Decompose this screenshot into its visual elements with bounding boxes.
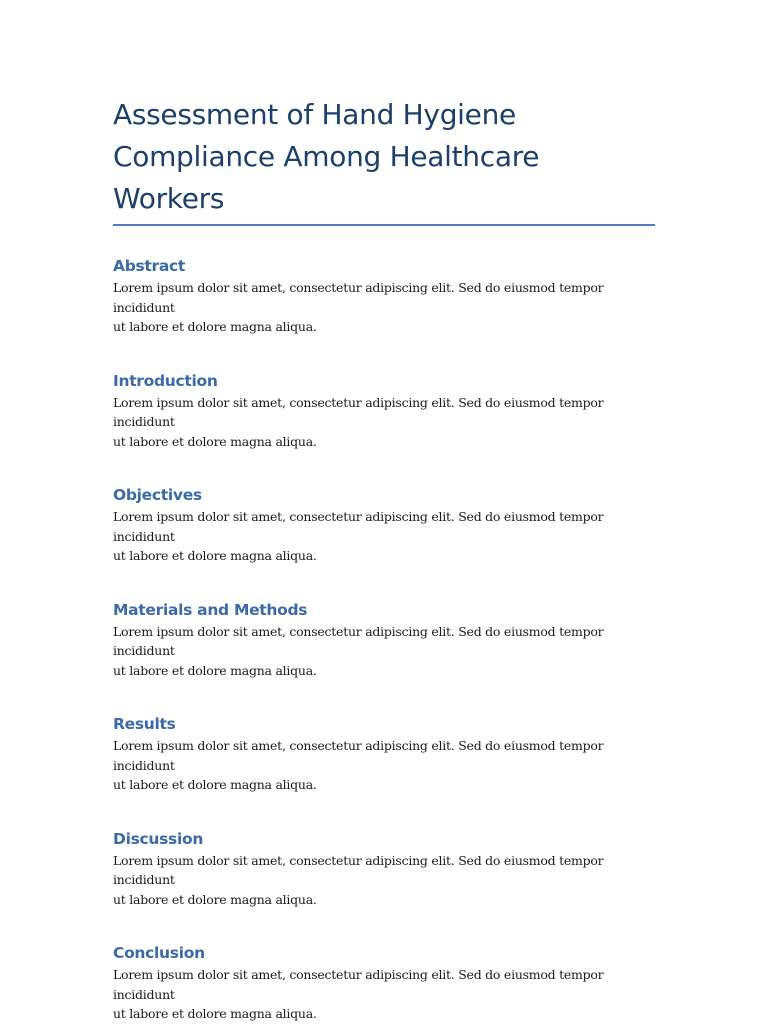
section-body-line: Lorem ipsum dolor sit amet, consectetur adipiscing elit. Sed do eiusmod tempor incididunt [113,623,604,658]
section-objectives [113,485,655,566]
section-body [113,736,655,795]
section-body-line: Lorem ipsum dolor sit amet, consectetur adipiscing elit. Sed do eiusmod tempor incididunt [113,394,604,429]
section-body [113,851,655,910]
section-body-line: ut labore et dolore magna aliqua. [113,433,317,449]
section-body-line: ut labore et dolore magna aliqua. [113,662,317,678]
section-body-line: Lorem ipsum dolor sit amet, consectetur adipiscing elit. Sed do eiusmod tempor incididunt [113,852,604,887]
section-discussion [113,829,655,910]
section-body-line: Lorem ipsum dolor sit amet, consectetur adipiscing elit. Sed do eiusmod tempor incididunt [113,280,604,315]
section-body [113,278,655,337]
section-conclusion [113,943,655,1024]
section-body-line: ut labore et dolore magna aliqua. [113,777,317,792]
section-body [113,965,655,1024]
section-heading: Results [113,715,176,733]
section-heading: Discussion [113,829,204,848]
section-introduction [113,371,655,452]
section-body-line: Lorem ipsum dolor sit amet, consectetur adipiscing elit. Sed do eiusmod tempor incididunt [113,509,604,544]
section-heading: Objectives [113,486,202,504]
section-body-line: ut labore et dolore magna aliqua. [113,548,317,563]
document-title [113,94,655,220]
section-body [113,393,655,452]
section-body-line: ut labore et dolore magna aliqua. [113,1006,317,1021]
section-heading: Conclusion [113,944,205,962]
section-materials-and-methods [113,600,655,681]
section-body-line: ut labore et dolore magna aliqua. [113,319,317,334]
section-heading: Introduction [113,371,218,390]
section-body [113,507,655,566]
document-page [113,94,655,1024]
document-title-line-1: Assessment of Hand Hygiene [113,98,516,131]
section-body-line: Lorem ipsum dolor sit amet, consectetur adipiscing elit. Sed do eiusmod tempor incididunt [113,967,604,1002]
section-heading: Abstract [113,257,186,275]
section-body-line: Lorem ipsum dolor sit amet, consectetur adipiscing elit. Sed do eiusmod tempor incididunt [113,738,604,773]
section-abstract [113,256,655,337]
document-title-line-2: Compliance Among Healthcare Workers [113,140,540,215]
section-heading: Materials and Methods [113,600,308,619]
section-results [113,714,655,795]
section-body [113,622,655,681]
section-body-line: ut labore et dolore magna aliqua. [113,891,317,907]
title-divider [113,224,655,226]
